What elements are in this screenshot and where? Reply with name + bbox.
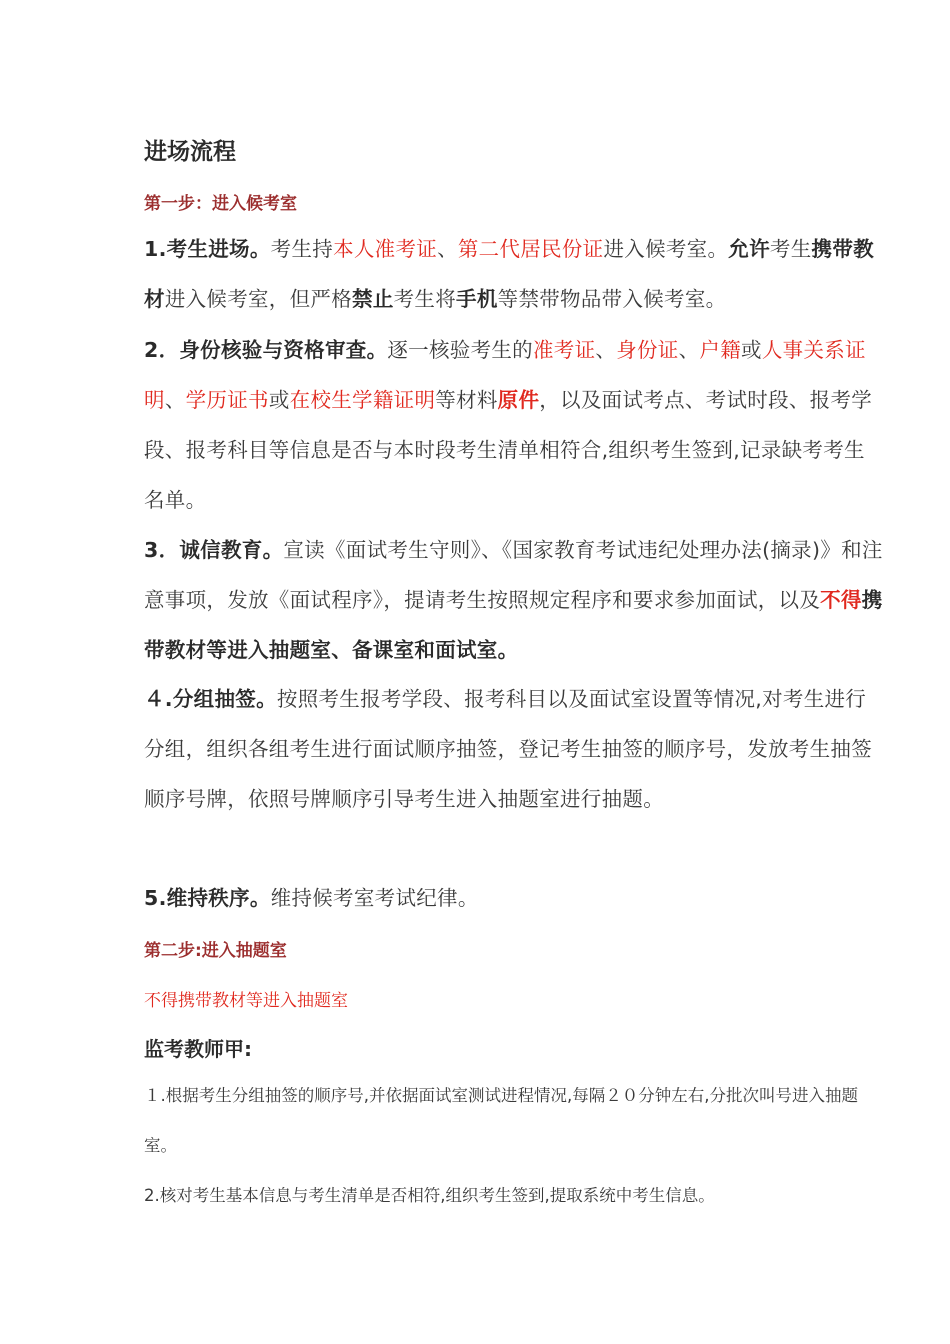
step2-note: 不得携带教材等进入抽题室	[144, 991, 348, 1011]
highlight-household: 户籍	[699, 338, 742, 362]
item-3-title: 3．诚信教育。	[144, 538, 284, 562]
highlight-id: 身份证	[616, 338, 679, 362]
highlight-not-allowed: 不得	[820, 588, 862, 612]
highlight-admission-ticket: 本人准考证	[333, 237, 438, 261]
step1-item-1	[144, 224, 884, 324]
text-span: 或	[741, 338, 762, 362]
text-span: ，以及面试考点、考试时段、报考学段、报考科目等信息是否与本时段考生清单相符合,组织考生签到,记录缺考考生名单。	[144, 388, 873, 512]
item-5-title: 5.维持秩序。	[144, 886, 271, 910]
text-span: 、	[437, 237, 458, 261]
item-4-title: ４.分组抽签。	[144, 687, 277, 711]
bold-forbid: 禁止	[352, 287, 394, 311]
highlight-original: 原件	[497, 388, 540, 412]
proctor-a-heading: 监考教师甲:	[144, 1037, 252, 1061]
step1-heading: 第一步：进入候考室	[144, 194, 297, 214]
bold-allow: 允许	[728, 237, 770, 261]
text-span: 进入候考室。	[603, 237, 729, 261]
text-span: 等禁带物品带入候考室。	[497, 287, 727, 311]
highlight-id-card: 第二代居民份证	[457, 237, 604, 261]
step1-item-4	[144, 674, 884, 824]
proctor-item-1: １.根据考生分组抽签的顺序号,并依据面试室测试进程情况,每隔２０分钟左右,分批次叫号进入抽题室。	[144, 1086, 858, 1155]
proctor-item-2: 2.核对考生基本信息与考生清单是否相符,组织考生签到,提取系统中考生信息。	[144, 1186, 715, 1205]
bold-textbook: 携带教材	[144, 237, 874, 311]
bold-carry-rule: 携带教材等进入抽题室、备课室和面试室。	[144, 588, 883, 662]
highlight-student-status: 在校生学籍证明	[289, 388, 436, 412]
text-span: 等材料	[435, 388, 498, 412]
highlight-personnel-proof: 人事关系证明	[144, 338, 866, 412]
text-span: 宣读《面试考生守则》、《国家教育考试违纪处理办法(摘录)》和注意事项，发放《面试程序》，提请考生按照规定程序和要求参加面试，以及	[144, 538, 883, 612]
text-span: 逐一核验考生的	[387, 338, 533, 362]
highlight-diploma: 学历证书	[185, 388, 269, 412]
highlight-ticket: 准考证	[532, 338, 596, 362]
text-span: 、	[595, 338, 617, 362]
bold-phone: 手机	[456, 287, 498, 311]
text-span: 考生持	[270, 237, 334, 261]
step1-item-2	[144, 325, 884, 525]
text-span: 考生	[769, 237, 812, 261]
step1-item-3	[144, 525, 884, 675]
text-span: 、	[678, 338, 700, 362]
step1-item-5	[144, 873, 884, 923]
text-span: 、	[164, 388, 186, 412]
text-span: 进入候考室，但严格	[164, 287, 353, 311]
page-title: 进场流程	[144, 139, 236, 165]
item-1-title: 1.考生进场。	[144, 237, 271, 261]
text-span: 维持候考室考试纪律。	[270, 886, 479, 910]
item-2-title: 2．身份核验与资格审查。	[144, 338, 388, 362]
text-span: 按照考生报考学段、报考科目以及面试室设置等情况,对考生进行分组，组织各组考生进行面试顺序抽签，登记考生抽签的顺序号，发放考生抽签顺序号牌，依照号牌顺序引导考生进入抽题室进行抽题。	[144, 687, 872, 811]
text-span: 考生将	[393, 287, 457, 311]
step2-heading: 第二步:进入抽题室	[144, 941, 287, 961]
text-span: 或	[268, 388, 290, 412]
